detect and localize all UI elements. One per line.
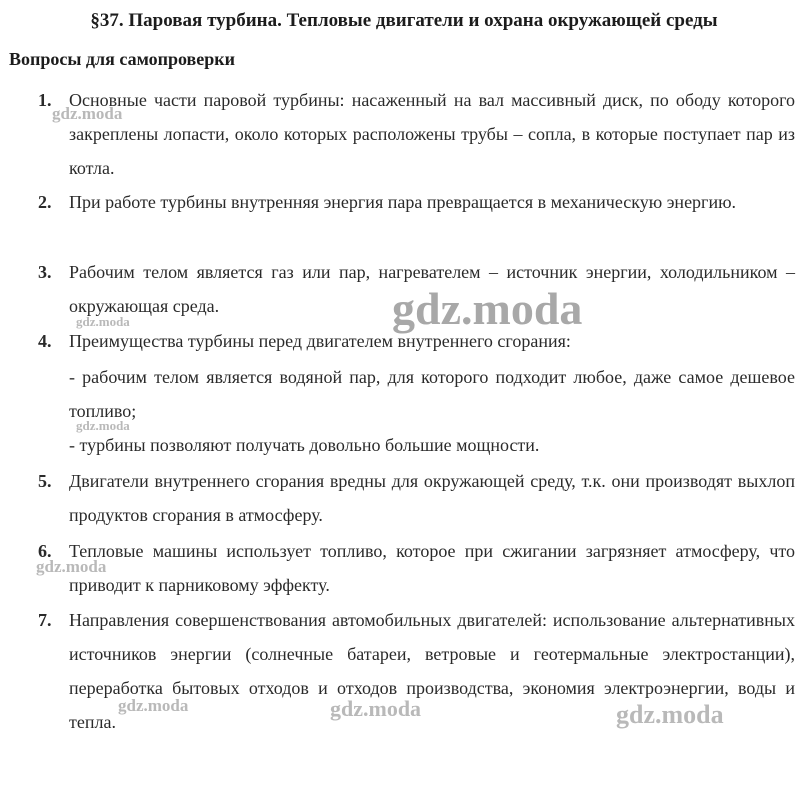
answer-number: 3. (38, 262, 52, 282)
answer-number: 1. (38, 90, 52, 110)
answer-bullet: - турбины позволяют получать довольно большие мощности. (69, 435, 540, 455)
watermark: gdz.moda (118, 696, 189, 715)
answer-number: 2. (38, 192, 52, 212)
answer-text: Направления совершенствования автомобильных двигателей: использование альтернативных источников энергии (солнечные батареи, ветровые и геотермальные электростанции), переработка бытовых отходов и отходов производства, экономия электроэнергии, воды и тепла. (69, 610, 795, 732)
answer-6 (38, 534, 795, 602)
watermark: gdz.moda (76, 314, 130, 329)
answer-number: 4. (38, 331, 52, 351)
page-title: §37. Паровая турбина. Тепловые двигатели и охрана окружающей среды (90, 10, 718, 31)
answer-4 (38, 324, 795, 462)
answer-text: Двигатели внутреннего сгорания вредны для окружающей среду, т.к. они производят выхлоп продуктов сгорания в атмосферу. (69, 471, 795, 525)
answer-text: Тепловые машины использует топливо, которое при сжигании загрязняет атмосферу, что приводит к парниковому эффекту. (69, 541, 795, 595)
watermark: gdz.moda (330, 696, 422, 721)
answer-text: При работе турбины внутренняя энергия пара превращается в механическую энергию. (69, 192, 737, 212)
answer-text: Основные части паровой турбины: насаженный на вал массивный диск, по ободу которого закреплены лопасти, около которых расположены трубы – сопла, в которые поступает пар из котла. (69, 90, 795, 178)
watermark: gdz.moda (76, 418, 130, 433)
watermark: gdz.moda (392, 283, 583, 334)
answer-number: 5. (38, 471, 52, 491)
section-subtitle: Вопросы для самопроверки (9, 49, 236, 69)
answer-bullet: - рабочим телом является водяной пар, для которого подходит любое, даже самое дешевое топливо; (69, 367, 795, 421)
answer-number: 6. (38, 541, 52, 561)
watermark: gdz.moda (36, 557, 107, 576)
watermark: gdz.moda (52, 104, 123, 123)
answer-text: Преимущества турбины перед двигателем внутреннего сгорания: (69, 331, 571, 351)
answer-1 (38, 83, 795, 185)
answer-5 (38, 464, 795, 532)
answer-text: Рабочим телом является газ или пар, нагревателем – источник энергии, холодильником – окружающая среда. (69, 262, 795, 316)
answer-2 (38, 185, 795, 219)
answer-number: 7. (38, 610, 52, 630)
watermark: gdz.moda (616, 700, 724, 729)
